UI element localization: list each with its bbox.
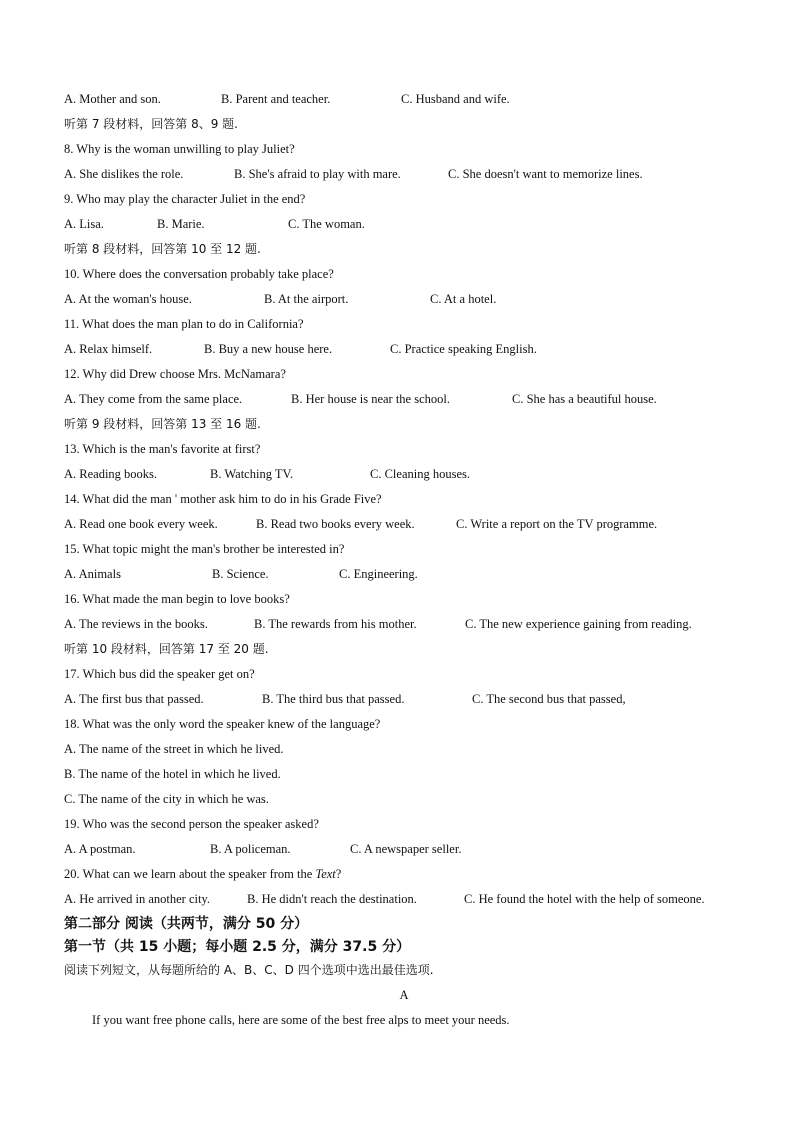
q7-option-a: A. Mother and son. [64,92,161,106]
listening-instruction-8: 听第 8 段材料，回答第 10 至 12 题. [64,242,261,256]
q12-option-c: C. She has a beautiful house. [512,392,657,406]
q20-options [64,890,744,915]
q13-options [64,465,744,490]
q8-stem: 8. Why is the woman unwilling to play Juliet? [64,142,295,156]
q14-option-b: B. Read two books every week. [256,517,415,531]
exam-content [64,90,744,1036]
q13-stem: 13. Which is the man's favorite at first? [64,442,261,456]
q14-option-c: C. Write a report on the TV programme. [456,517,658,531]
q16-option-a: A. The reviews in the books. [64,617,208,631]
q7-option-b: B. Parent and teacher. [221,92,331,106]
q12-stem: 12. Why did Drew choose Mrs. McNamara? [64,367,286,381]
q15-option-a: A. Animals [64,567,121,581]
q12-option-b: B. Her house is near the school. [291,392,450,406]
q7-options [64,90,744,115]
q11-option-b: B. Buy a new house here. [204,342,333,356]
q11-option-c: C. Practice speaking English. [390,342,537,356]
q17-options [64,690,744,715]
reading-instruction: 阅读下列短文，从每题所给的 A、B、C、D 四个选项中选出最佳选项. [64,963,434,977]
q14-stem: 14. What did the man ' mother ask him to do in his Grade Five? [64,492,382,506]
q17-stem: 17. Which bus did the speaker get on? [64,667,255,681]
q9-stem: 9. Who may play the character Juliet in the end? [64,192,306,206]
q15-options [64,565,744,590]
q15-option-b: B. Science. [212,567,269,581]
q19-stem: 19. Who was the second person the speaker asked? [64,817,319,831]
q19-options [64,840,744,865]
q12-option-a: A. They come from the same place. [64,392,243,406]
q20-stem-end: ? [335,867,342,881]
q11-stem: 11. What does the man plan to do in California? [64,317,304,331]
q13-option-a: A. Reading books. [64,467,158,481]
passage-label: A [399,988,409,1002]
q8-option-c: C. She doesn't want to memorize lines. [448,167,643,181]
q10-option-b: B. At the airport. [264,292,349,306]
passage-first-sentence: If you want free phone calls, here are some of the best free alps to meet your needs. [92,1013,510,1027]
q12-options [64,390,744,415]
q15-stem: 15. What topic might the man's brother be interested in? [64,542,345,556]
q18-option-b: B. The name of the hotel in which he lived. [64,767,281,781]
section-one-heading: 第一节（共 15 小题；每小题 2.5 分，满分 37.5 分） [64,939,411,955]
q20-option-c: C. He found the hotel with the help of someone. [464,892,705,906]
q20-stem-emphasis: Text [315,867,336,881]
q19-option-b: B. A policeman. [210,842,291,856]
q16-options [64,615,744,640]
q10-option-a: A. At the woman's house. [64,292,192,306]
q9-option-c: C. The woman. [288,217,365,231]
q11-option-a: A. Relax himself. [64,342,153,356]
q16-stem: 16. What made the man begin to love books? [64,592,290,606]
q7-option-c: C. Husband and wife. [401,92,510,106]
q17-option-b: B. The third bus that passed. [262,692,405,706]
q18-stem: 18. What was the only word the speaker knew of the language? [64,717,381,731]
q14-option-a: A. Read one book every week. [64,517,218,531]
q20-option-a: A. He arrived in another city. [64,892,211,906]
q10-option-c: C. At a hotel. [430,292,497,306]
part-two-heading: 第二部分 阅读（共两节，满分 50 分） [64,916,309,932]
q16-option-c: C. The new experience gaining from reading. [465,617,692,631]
q20-stem [64,865,744,890]
q20-option-b: B. He didn't reach the destination. [247,892,417,906]
q17-option-a: A. The first bus that passed. [64,692,204,706]
q15-option-c: C. Engineering. [339,567,418,581]
q9-option-b: B. Marie. [157,217,205,231]
q13-option-c: C. Cleaning houses. [370,467,470,481]
q8-option-a: A. She dislikes the role. [64,167,184,181]
q9-option-a: A. Lisa. [64,217,104,231]
q18-option-a: A. The name of the street in which he lived. [64,742,284,756]
listening-instruction-7: 听第 7 段材料，回答第 8、9 题. [64,117,238,131]
q20-stem-text: 20. What can we learn about the speaker from the [64,867,316,881]
listening-instruction-9: 听第 9 段材料，回答第 13 至 16 题. [64,417,261,431]
listening-instruction-10: 听第 10 段材料，回答第 17 至 20 题. [64,642,269,656]
q19-option-c: C. A newspaper seller. [350,842,462,856]
q17-option-c: C. The second bus that passed, [472,692,626,706]
q14-options [64,515,744,540]
q11-options [64,340,744,365]
q9-options [64,215,744,240]
q18-option-c: C. The name of the city in which he was. [64,792,269,806]
q16-option-b: B. The rewards from his mother. [254,617,417,631]
q19-option-a: A. A postman. [64,842,136,856]
q8-options [64,165,744,190]
q8-option-b: B. She's afraid to play with mare. [234,167,401,181]
q13-option-b: B. Watching TV. [210,467,294,481]
q10-options [64,290,744,315]
q10-stem: 10. Where does the conversation probably take place? [64,267,334,281]
